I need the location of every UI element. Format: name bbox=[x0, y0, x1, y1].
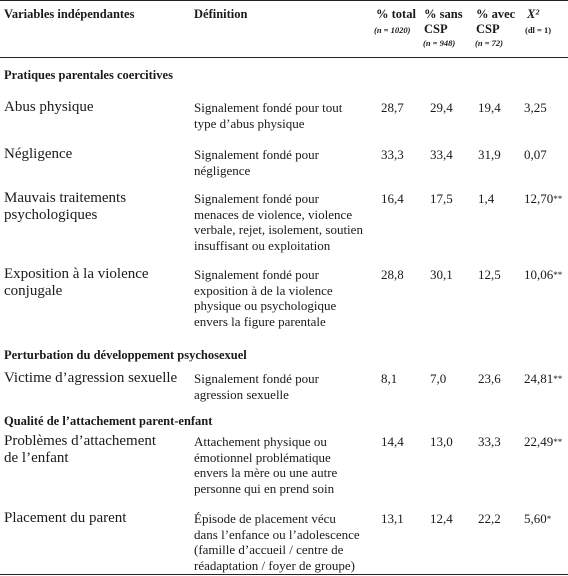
variable-cell bbox=[4, 510, 126, 527]
definition-cell bbox=[194, 191, 363, 253]
variable-cell bbox=[4, 433, 156, 467]
chi-square-value: 12,70 bbox=[524, 191, 554, 206]
header-total-n: (n = 1020) bbox=[374, 25, 411, 35]
significance-marker: ** bbox=[553, 374, 563, 384]
sans-value: 12,4 bbox=[430, 511, 453, 526]
definition-line: réadaptation / foyer de groupe) bbox=[194, 557, 355, 573]
avec-value: 22,2 bbox=[478, 511, 501, 526]
header-sans-csp: CSP bbox=[424, 22, 448, 36]
sans-value: 7,0 bbox=[430, 371, 447, 386]
definition-line: Attachement physique ou bbox=[194, 434, 327, 449]
definition-cell bbox=[194, 147, 319, 178]
total-value: 28,7 bbox=[381, 100, 404, 115]
definition-line: Épisode de placement vécu bbox=[194, 511, 336, 526]
variable-cell bbox=[4, 266, 149, 300]
definition-line: négligence bbox=[194, 162, 251, 178]
header-variables: Variables indépendantes bbox=[4, 7, 135, 21]
variable-line: Placement du parent bbox=[4, 510, 127, 526]
avec-value: 19,4 bbox=[478, 100, 501, 115]
chi-square-cell bbox=[524, 434, 562, 451]
header-chi: X² bbox=[527, 7, 540, 21]
variable-line: Problèmes d’attachement bbox=[4, 433, 157, 449]
variable-line: Abus physique bbox=[4, 99, 94, 115]
significance-marker: ** bbox=[553, 270, 563, 280]
definition-line: insuffisant ou exploitation bbox=[194, 237, 331, 253]
avec-value: 23,6 bbox=[478, 371, 501, 386]
chi-square-cell bbox=[524, 371, 562, 388]
variable-line: Exposition à la violence bbox=[4, 266, 149, 282]
header-definition: Définition bbox=[194, 7, 248, 21]
sans-value: 33,4 bbox=[430, 147, 453, 162]
chi-square-value: 3,25 bbox=[524, 100, 547, 115]
chi-square-cell bbox=[524, 191, 562, 208]
variable-line: psychologiques bbox=[4, 207, 98, 223]
definition-line: Signalement fondé pour bbox=[194, 371, 319, 386]
section-title: Qualité de l’attachement parent-enfant bbox=[4, 414, 213, 428]
variable-cell bbox=[4, 99, 94, 116]
definition-line: menaces de violence, violence bbox=[194, 206, 353, 222]
definition-line: envers la figure parentale bbox=[194, 313, 326, 329]
definition-line: dans l’enfance ou l’adolescence bbox=[194, 526, 360, 542]
chi-square-cell bbox=[524, 147, 547, 164]
header-chi-dl: (dl = 1) bbox=[525, 25, 552, 35]
avec-value: 1,4 bbox=[478, 191, 495, 206]
definition-cell bbox=[194, 434, 337, 496]
variable-line: Négligence bbox=[4, 146, 73, 162]
chi-square-cell bbox=[524, 511, 551, 528]
chi-square-value: 5,60 bbox=[524, 511, 547, 526]
definition-line: Signalement fondé pour bbox=[194, 191, 319, 206]
definition-cell bbox=[194, 511, 360, 573]
header-sans: % sans bbox=[424, 7, 463, 21]
variable-line: Mauvais traitements bbox=[4, 190, 127, 206]
header-avec-n: (n = 72) bbox=[475, 38, 503, 48]
definition-line: exposition à de la violence bbox=[194, 282, 333, 298]
significance-marker: * bbox=[546, 514, 552, 524]
total-value: 33,3 bbox=[381, 147, 404, 162]
chi-square-cell bbox=[524, 100, 547, 117]
avec-value: 33,3 bbox=[478, 434, 501, 449]
chi-square-value: 0,07 bbox=[524, 147, 547, 162]
variable-line: de l’enfant bbox=[4, 450, 69, 466]
definition-line: agression sexuelle bbox=[194, 386, 289, 402]
variable-cell bbox=[4, 146, 72, 163]
header-total: % total bbox=[376, 7, 416, 21]
header-rule bbox=[0, 57, 568, 58]
definition-cell bbox=[194, 267, 336, 329]
chi-square-value: 24,81 bbox=[524, 371, 554, 386]
variable-cell bbox=[4, 190, 126, 224]
significance-marker: ** bbox=[553, 437, 563, 447]
header-avec-csp: CSP bbox=[476, 22, 500, 36]
sans-value: 29,4 bbox=[430, 100, 453, 115]
top-rule bbox=[0, 0, 568, 1]
chi-square-value: 22,49 bbox=[524, 434, 554, 449]
section-title: Perturbation du développement psychosexuel bbox=[4, 348, 247, 362]
significance-marker: ** bbox=[553, 194, 563, 204]
definition-line: physique ou psychologique bbox=[194, 298, 337, 313]
total-value: 16,4 bbox=[381, 191, 404, 206]
definition-line: Signalement fondé pour tout bbox=[194, 100, 343, 115]
total-value: 13,1 bbox=[381, 511, 404, 526]
definition-line: (famille d’accueil / centre de bbox=[194, 542, 344, 557]
total-value: 8,1 bbox=[381, 371, 398, 386]
header-avec: % avec bbox=[476, 7, 516, 21]
chi-square-value: 10,06 bbox=[524, 267, 554, 282]
avec-value: 31,9 bbox=[478, 147, 501, 162]
sans-value: 17,5 bbox=[430, 191, 453, 206]
sans-value: 13,0 bbox=[430, 434, 453, 449]
definition-line: verbale, rejet, isolement, soutien bbox=[194, 222, 363, 237]
definition-line: Signalement fondé pour bbox=[194, 147, 319, 162]
avec-value: 12,5 bbox=[478, 267, 501, 282]
chi-square-cell bbox=[524, 267, 562, 284]
definition-cell bbox=[194, 100, 342, 131]
variable-line: conjugale bbox=[4, 283, 63, 299]
total-value: 14,4 bbox=[381, 434, 404, 449]
total-value: 28,8 bbox=[381, 267, 404, 282]
definition-line: Signalement fondé pour bbox=[194, 267, 319, 282]
definition-line: envers la mère ou une autre bbox=[194, 465, 338, 480]
definition-line: personne qui en prend soin bbox=[194, 480, 335, 496]
variable-line: Victime d’agression sexuelle bbox=[4, 370, 178, 386]
bottom-rule bbox=[0, 574, 568, 575]
sans-value: 30,1 bbox=[430, 267, 453, 282]
section-title: Pratiques parentales coercitives bbox=[4, 68, 173, 82]
definition-line: type d’abus physique bbox=[194, 115, 305, 131]
variable-cell bbox=[4, 370, 177, 387]
header-sans-n: (n = 948) bbox=[423, 38, 456, 48]
definition-cell bbox=[194, 371, 319, 402]
definition-line: émotionnel problématique bbox=[194, 449, 331, 465]
